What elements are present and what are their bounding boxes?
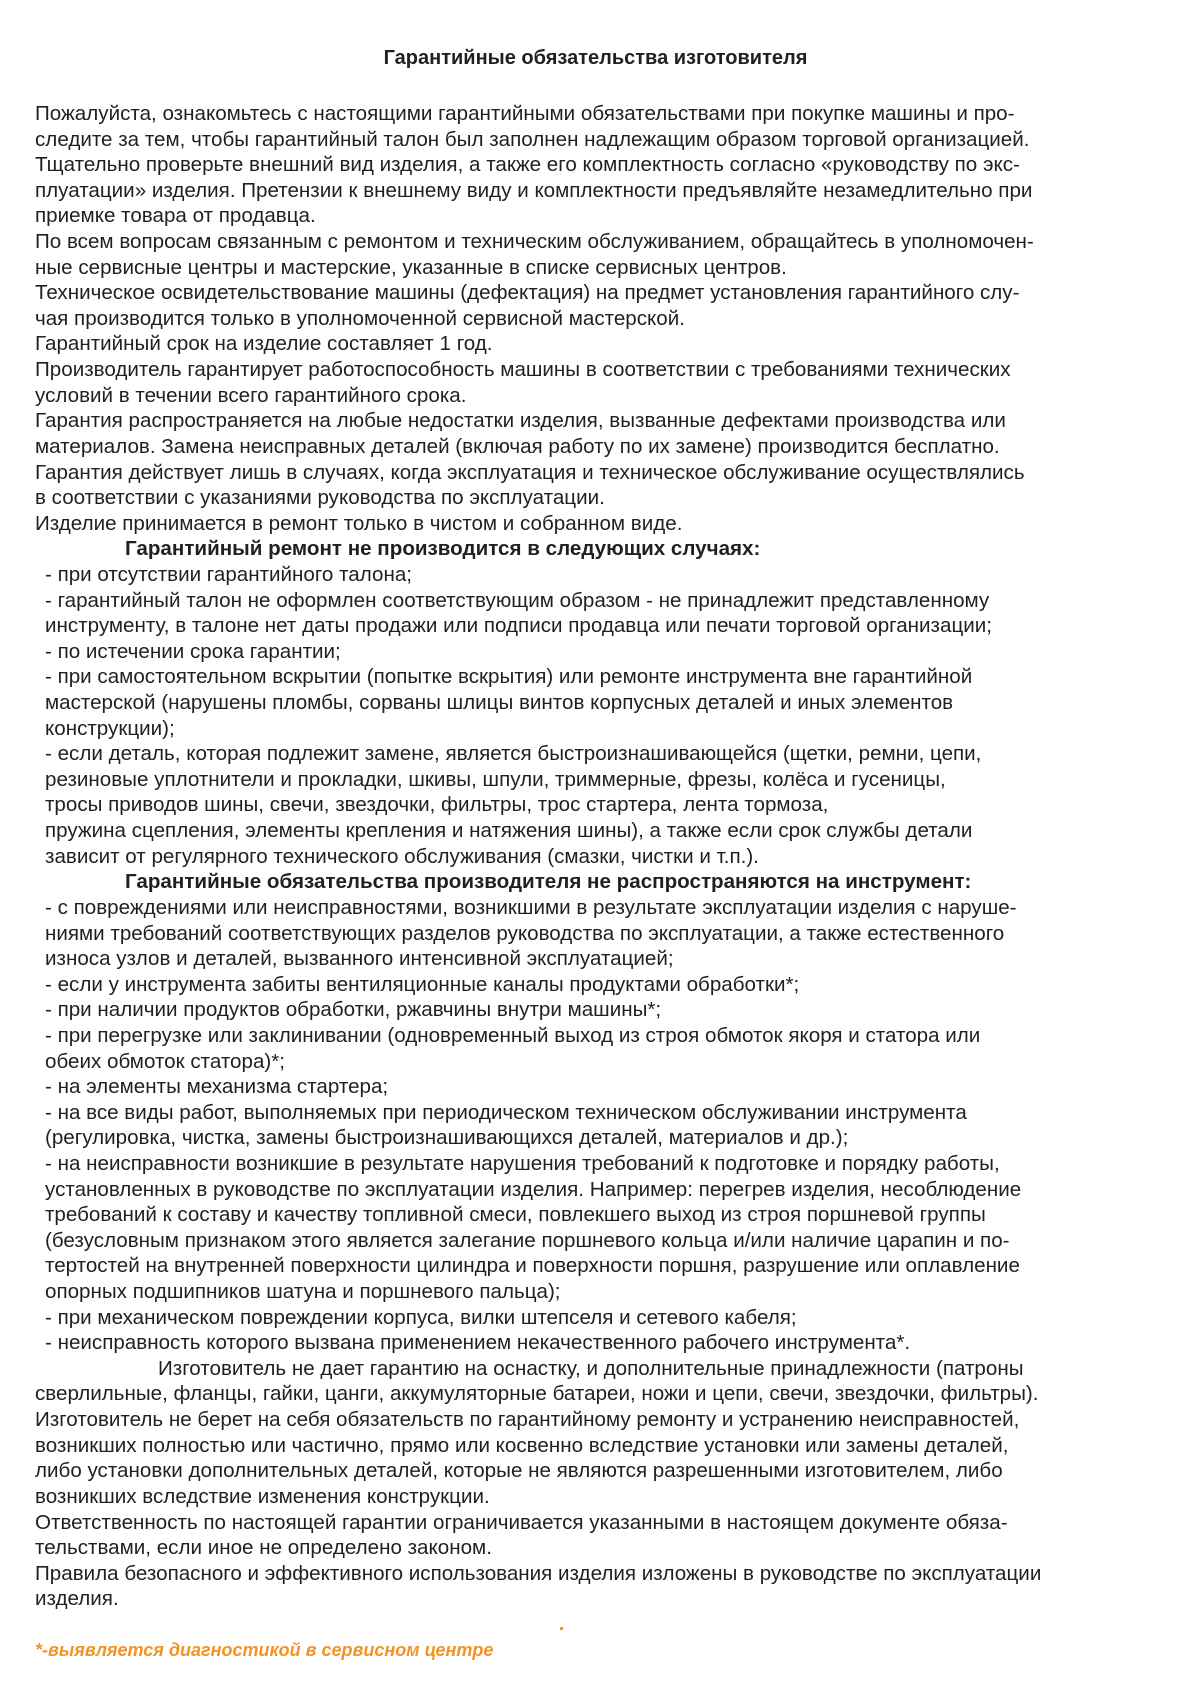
paragraph-line: Производитель гарантирует работоспособность машины в соответствии с требованиями технических xyxy=(35,358,1011,382)
paragraph-line: плуатации» изделия. Претензии к внешнему виду и комплектности предъявляйте незамедлительно при xyxy=(35,178,1033,202)
paragraph-line: материалов. Замена неисправных деталей (включая работу по их замене) производится бесплатно. xyxy=(35,434,1000,458)
list-item-line: опорных подшипников шатуна и поршневого пальца); xyxy=(45,1280,561,1304)
list-item-line: инструменту, в талоне нет даты продажи или подписи продавца или печати торговой организации; xyxy=(45,614,992,638)
list-item-line: резиновые уплотнители и прокладки, шкивы, шпули, триммерные, фрезы, колёса и гусеницы, xyxy=(45,767,946,791)
list-item-line: тертостей на внутренней поверхности цилиндра и поверхности поршня, разрушение или оплавление xyxy=(45,1254,1020,1278)
document-body xyxy=(35,101,1175,1612)
list-item-line: - при самостоятельном вскрытии (попытке вскрытия) или ремонте инструмента вне гарантийной xyxy=(45,665,973,689)
paragraph-line: приемке товара от продавца. xyxy=(35,204,316,228)
paragraph-line: чая производится только в уполномоченной сервисной мастерской. xyxy=(35,306,685,330)
footnote: *-выявляется диагностикой в сервисном центре xyxy=(35,1640,494,1660)
paragraph-line: Изготовитель не берет на себя обязательств по гарантийному ремонту и устранению неисправностей, xyxy=(35,1408,1020,1432)
paragraph-line: Правила безопасного и эффективного использования изделия изложены в руководстве по эксплуатации xyxy=(35,1561,1042,1585)
list-item-line: тросы приводов шины, свечи, звездочки, фильтры, трос стартера, лента тормоза, xyxy=(45,793,829,817)
paragraph-line: Техническое освидетельствование машины (дефектация) на предмет установления гарантийного слу- xyxy=(35,281,1020,305)
list-item-line: - при наличии продуктов обработки, ржавчины внутри машины*; xyxy=(45,998,662,1022)
paragraph-line: возникших полностью или частично, прямо или косвенно вследствие установки или замены деталей, xyxy=(35,1433,1009,1457)
paragraph-line: Пожалуйста, ознакомьтесь с настоящими гарантийными обязательствами при покупке машины и про- xyxy=(35,102,1015,125)
paragraph-line: либо установки дополнительных деталей, которые не являются разрешенными изготовителем, либо xyxy=(35,1459,1003,1483)
section-heading: Гарантийные обязательства производителя не распространяются на инструмент: xyxy=(125,870,972,894)
paragraph-line: Гарантийный срок на изделие составляет 1 год. xyxy=(35,332,493,356)
paragraph-line: изделия. xyxy=(35,1587,119,1611)
list-item-line: - если у инструмента забиты вентиляционные каналы продуктами обработки*; xyxy=(45,972,800,996)
paragraph-line: условий в течении всего гарантийного срока. xyxy=(35,383,467,407)
paragraph-line: Ответственность по настоящей гарантии ограничивается указанными в настоящем документе обяза- xyxy=(35,1510,1008,1534)
list-item-line: - если деталь, которая подлежит замене, является быстроизнашивающейся (щетки, ремни, цепи, xyxy=(45,742,982,766)
paragraph-line: По всем вопросам связанным с ремонтом и техническим обслуживанием, обращайтесь в уполномочен- xyxy=(35,230,1034,254)
list-item-line: - на элементы механизма стартера; xyxy=(45,1075,389,1099)
paragraph-line: тельствами, если иное не определено законом. xyxy=(35,1536,492,1560)
list-item-line: - гарантийный талон не оформлен соответствующим образом - не принадлежит представленному xyxy=(45,588,990,612)
list-item-line: - при перегрузке или заклинивании (одновременный выход из строя обмоток якоря и статора или xyxy=(45,1023,981,1047)
list-item-line: требований к составу и качеству топливной смеси, повлекшего выход из строя поршневой группы xyxy=(45,1203,986,1227)
paragraph-line: следите за тем, чтобы гарантийный талон был заполнен надлежащим образом торговой организацией. xyxy=(35,127,1030,151)
indented-paragraph-line: Изготовитель не дает гарантию на оснастку, и дополнительные принадлежности (патроны xyxy=(158,1356,1024,1380)
list-item-line: - с повреждениями или неисправностями, возникшими в результате эксплуатации изделия с наруше- xyxy=(45,895,1017,919)
list-item-line: конструкции); xyxy=(45,716,175,740)
list-item-line: - на неисправности возникшие в результате нарушения требований к подготовке и порядку работы, xyxy=(45,1151,1000,1175)
list-item-line: (безусловным признаком этого является залегание поршневого кольца и/или наличие царапин и по- xyxy=(45,1228,1010,1252)
paragraph-line: в соответствии с указаниями руководства по эксплуатации. xyxy=(35,486,605,510)
paragraph-line: возникших вследствие изменения конструкции. xyxy=(35,1484,490,1508)
list-item-line: ниями требований соответствующих разделов руководства по эксплуатации, а также естественного xyxy=(45,921,1005,945)
paragraph-line: Гарантия действует лишь в случаях, когда эксплуатация и техническое обслуживание осуществлялись xyxy=(35,460,1025,484)
document-title: Гарантийные обязательства изготовителя xyxy=(383,47,808,69)
section-heading: Гарантийный ремонт не производится в следующих случаях: xyxy=(125,537,761,561)
list-item-line: установленных в руководстве по эксплуатации изделия. Например: перегрев изделия, несоблюдение xyxy=(45,1177,1022,1201)
list-item-line: - при отсутствии гарантийного талона; xyxy=(45,562,412,586)
list-item-line: пружина сцепления, элементы крепления и натяжения шины), а также если срок службы детали xyxy=(45,819,973,843)
paragraph-line: Изделие принимается в ремонт только в чистом и собранном виде. xyxy=(35,511,683,535)
paragraph-line: Гарантия распространяется на любые недостатки изделия, вызванные дефектами производства или xyxy=(35,409,1006,433)
stray-dot xyxy=(560,1627,563,1630)
list-item-line: - по истечении срока гарантии; xyxy=(45,639,341,663)
paragraph-line: сверлильные, фланцы, гайки, цанги, аккумуляторные батареи, ножи и цепи, свечи, звездочки, фильтры). xyxy=(35,1382,1039,1406)
list-item-line: - на все виды работ, выполняемых при периодическом техническом обслуживании инструмента xyxy=(45,1100,967,1124)
list-item-line: - при механическом повреждении корпуса, вилки штепселя и сетевого кабеля; xyxy=(45,1305,797,1329)
list-item-line: износа узлов и деталей, вызванного интенсивной эксплуатацией; xyxy=(45,947,674,971)
list-item-line: зависит от регулярного технического обслуживания (смазки, чистки и т.п.). xyxy=(45,844,759,868)
list-item-line: - неисправность которого вызвана применением некачественного рабочего инструмента*. xyxy=(45,1331,911,1355)
list-item-line: мастерской (нарушены пломбы, сорваны шлицы винтов корпусных деталей и иных элементов xyxy=(45,691,954,715)
list-item-line: (регулировка, чистка, замены быстроизнашивающихся деталей, материалов и др.); xyxy=(45,1126,849,1150)
list-item-line: обеих обмоток статора)*; xyxy=(45,1049,285,1073)
paragraph-line: ные сервисные центры и мастерские, указанные в списке сервисных центров. xyxy=(35,255,787,279)
paragraph-line: Тщательно проверьте внешний вид изделия, а также его комплектность согласно «руководству по экс- xyxy=(35,153,1020,177)
